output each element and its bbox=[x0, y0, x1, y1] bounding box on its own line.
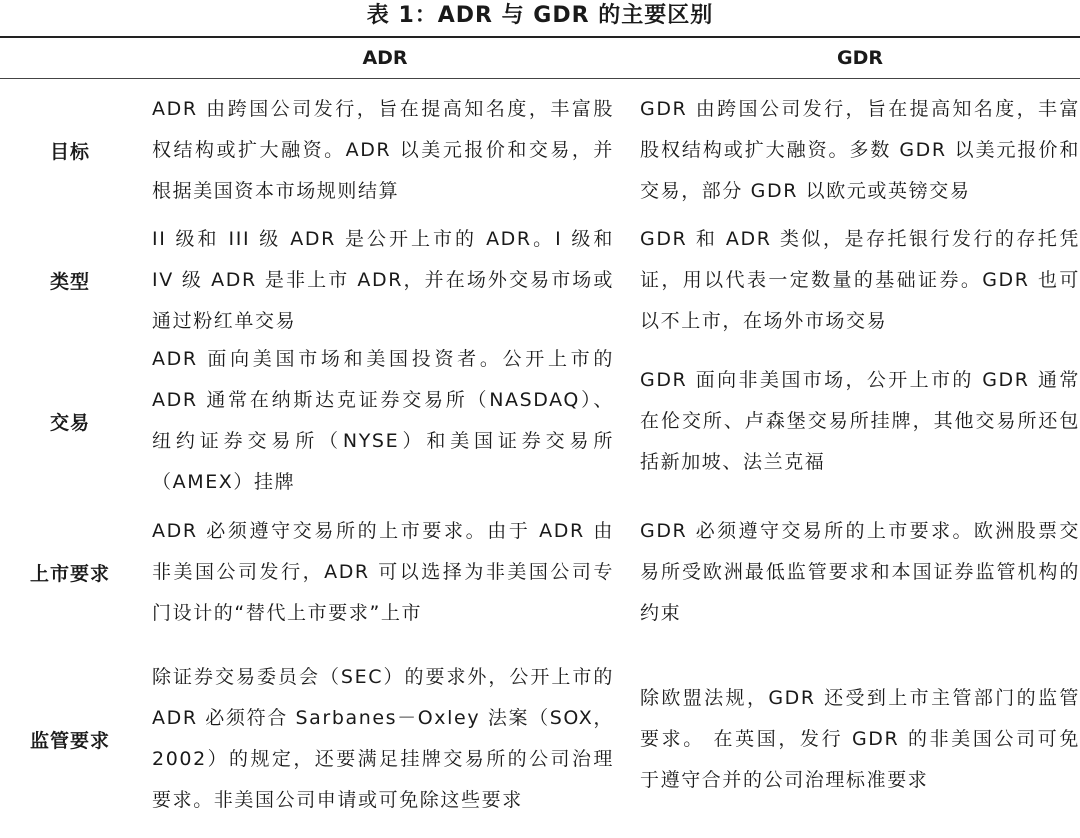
gdr-cell: GDR 和 ADR 类似，是存托银行发行的存托凭证，用以代表一定数量的基础证券。GDR 也可以不上市，在场外市场交易 bbox=[640, 227, 1080, 332]
row-label: 交易 bbox=[49, 411, 90, 434]
gdr-cell: GDR 必须遵守交易所的上市要求。欧洲股票交易所受欧洲最低监管要求和本国证券监管机构的约束 bbox=[640, 519, 1080, 624]
adr-cell: ADR 必须遵守交易所的上市要求。由于 ADR 由非美国公司发行，ADR 可以选择为非美国公司专门设计的“替代上市要求”上市 bbox=[152, 519, 614, 624]
adr-cell: II 级和 III 级 ADR 是公开上市的 ADR。I 级和 IV 级 ADR 是非上市 ADR，并在场外交易市场或通过粉红单交易 bbox=[152, 227, 614, 332]
row-label: 监管要求 bbox=[29, 729, 110, 752]
gdr-cell: GDR 由跨国公司发行，旨在提高知名度，丰富股权结构或扩大融资。多数 GDR 以美元报价和交易，部分 GDR 以欧元或英镑交易 bbox=[640, 97, 1080, 202]
gdr-cell: 除欧盟法规，GDR 还受到上市主管部门的监管要求。 在英国，发行 GDR 的非美国公司可免于遵守合并的公司治理标准要求 bbox=[640, 686, 1080, 791]
column-header-adr: ADR bbox=[362, 47, 408, 69]
row-label: 类型 bbox=[49, 270, 90, 293]
table-row-listing-requirements bbox=[0, 510, 1080, 634]
gdr-cell: GDR 面向非美国市场，公开上市的 GDR 通常在伦交所、卢森堡交易所挂牌，其他交易所还包括新加坡、法兰克福 bbox=[640, 368, 1080, 473]
header-rule bbox=[0, 78, 1080, 79]
adr-cell: ADR 面向美国市场和美国投资者。公开上市的 ADR 通常在纳斯达克证券交易所（NASDAQ）、纽约证券交易所（NYSE）和美国证券交易所（AMEX）挂牌 bbox=[152, 348, 614, 493]
table-row-goal bbox=[0, 88, 1080, 212]
table-row-trading bbox=[0, 338, 1080, 504]
adr-cell: ADR 由跨国公司发行，旨在提高知名度，丰富股权结构或扩大融资。ADR 以美元报价和交易，并根据美国资本市场规则结算 bbox=[152, 97, 614, 202]
row-label: 目标 bbox=[49, 140, 90, 163]
column-header-gdr: GDR bbox=[837, 47, 883, 69]
adr-cell: 除证券交易委员会（SEC）的要求外，公开上市的 ADR 必须符合 Sarbanes－Oxley 法案（SOX，2002）的规定，还要满足挂牌交易所的公司治理要求。非美国公司申请或可免除这些要求 bbox=[152, 666, 614, 811]
table-row-regulatory-requirements bbox=[0, 640, 1080, 838]
table-row-type bbox=[0, 218, 1080, 342]
table-title: 表 1：ADR 与 GDR 的主要区别 bbox=[366, 3, 714, 28]
row-label: 上市要求 bbox=[29, 562, 110, 585]
